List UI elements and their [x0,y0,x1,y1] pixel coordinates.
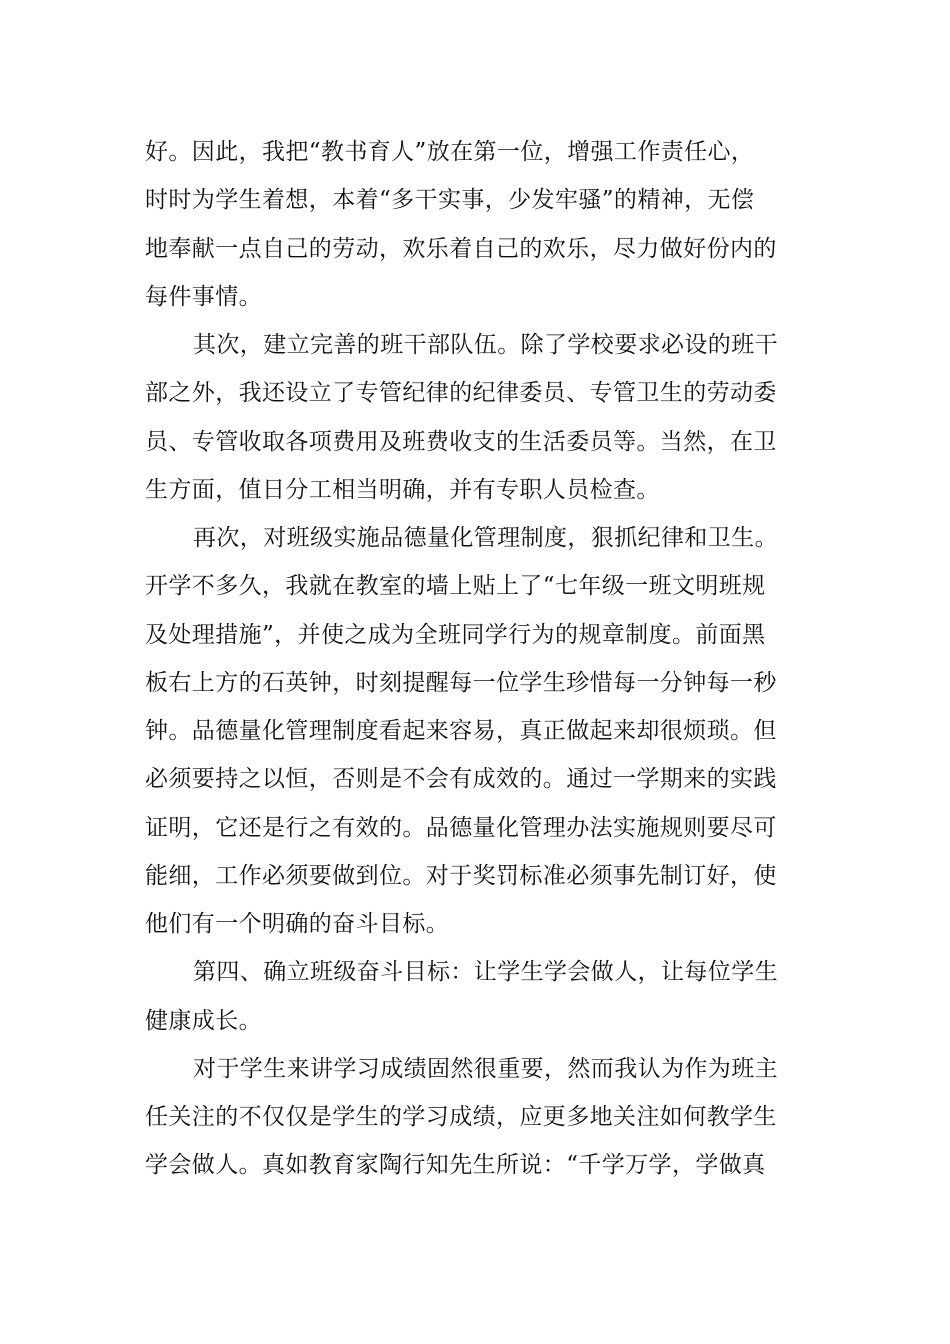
text-line: 部之外，我还设立了专管纪律的纪律委员、专管卫生的劳动委 [145,380,777,407]
text-line: 证明，它还是行之有效的。品德量化管理办法实施规则要尽可 [145,814,777,841]
text-line: 板右上方的石英钟，时刻提醒每一位学生珍惜每一分钟每一秒 [145,669,777,696]
text-line: 钟。品德量化管理制度看起来容易，真正做起来却很烦琐。但 [145,718,777,744]
text-line: 能细，工作必须要做到位。对于奖罚标准必须事先制订好，使 [145,862,777,889]
text-line: 生方面，值日分工相当明确，并有专职人员检查。 [145,476,660,503]
text-line: 员、专管收取各项费用及班费收支的生活委员等。当然，在卫 [145,428,777,455]
text-line: 时时为学生着想，本着“多干实事，少发牢骚”的精神，无偿 [145,187,755,214]
text-line: 健康成长。 [145,1007,262,1034]
text-line: 学会做人。真如教育家陶行知先生所说：“千学万学，学做真 [145,1152,766,1179]
text-line: 每件事情。 [145,283,262,310]
text-line: 地奉献一点自己的劳动，欢乐着自己的欢乐，尽力做好份内的 [145,235,777,262]
text-line: 任关注的不仅仅是学生的学习成绩，应更多地关注如何教学生 [145,1104,777,1130]
text-line: 好。因此，我把“教书育人”放在第一位，增强工作责任心， [145,139,755,165]
text-line: 必须要持之以恒，否则是不会有成效的。通过一学期来的实践 [145,766,777,793]
text-line: 及处理措施”，并使之成为全班同学行为的规章制度。前面黑 [145,621,766,648]
paragraph-first-line: 第四、确立班级奋斗目标：让学生学会做人，让每位学生 [193,959,778,986]
document-body [145,128,807,1190]
paragraph-first-line: 其次，建立完善的班干部队伍。除了学校要求必设的班干 [193,332,778,358]
text-line: 他们有一个明确的奋斗目标。 [145,911,450,937]
paragraph-first-line: 对于学生来讲学习成绩固然很重要，然而我认为作为班主 [193,1055,778,1082]
paragraph-first-line: 再次，对班级实施品德量化管理制度，狠抓纪律和卫生。 [193,525,778,551]
text-line: 开学不多久，我就在教室的墙上贴上了“七年级一班文明班规 [145,573,766,600]
